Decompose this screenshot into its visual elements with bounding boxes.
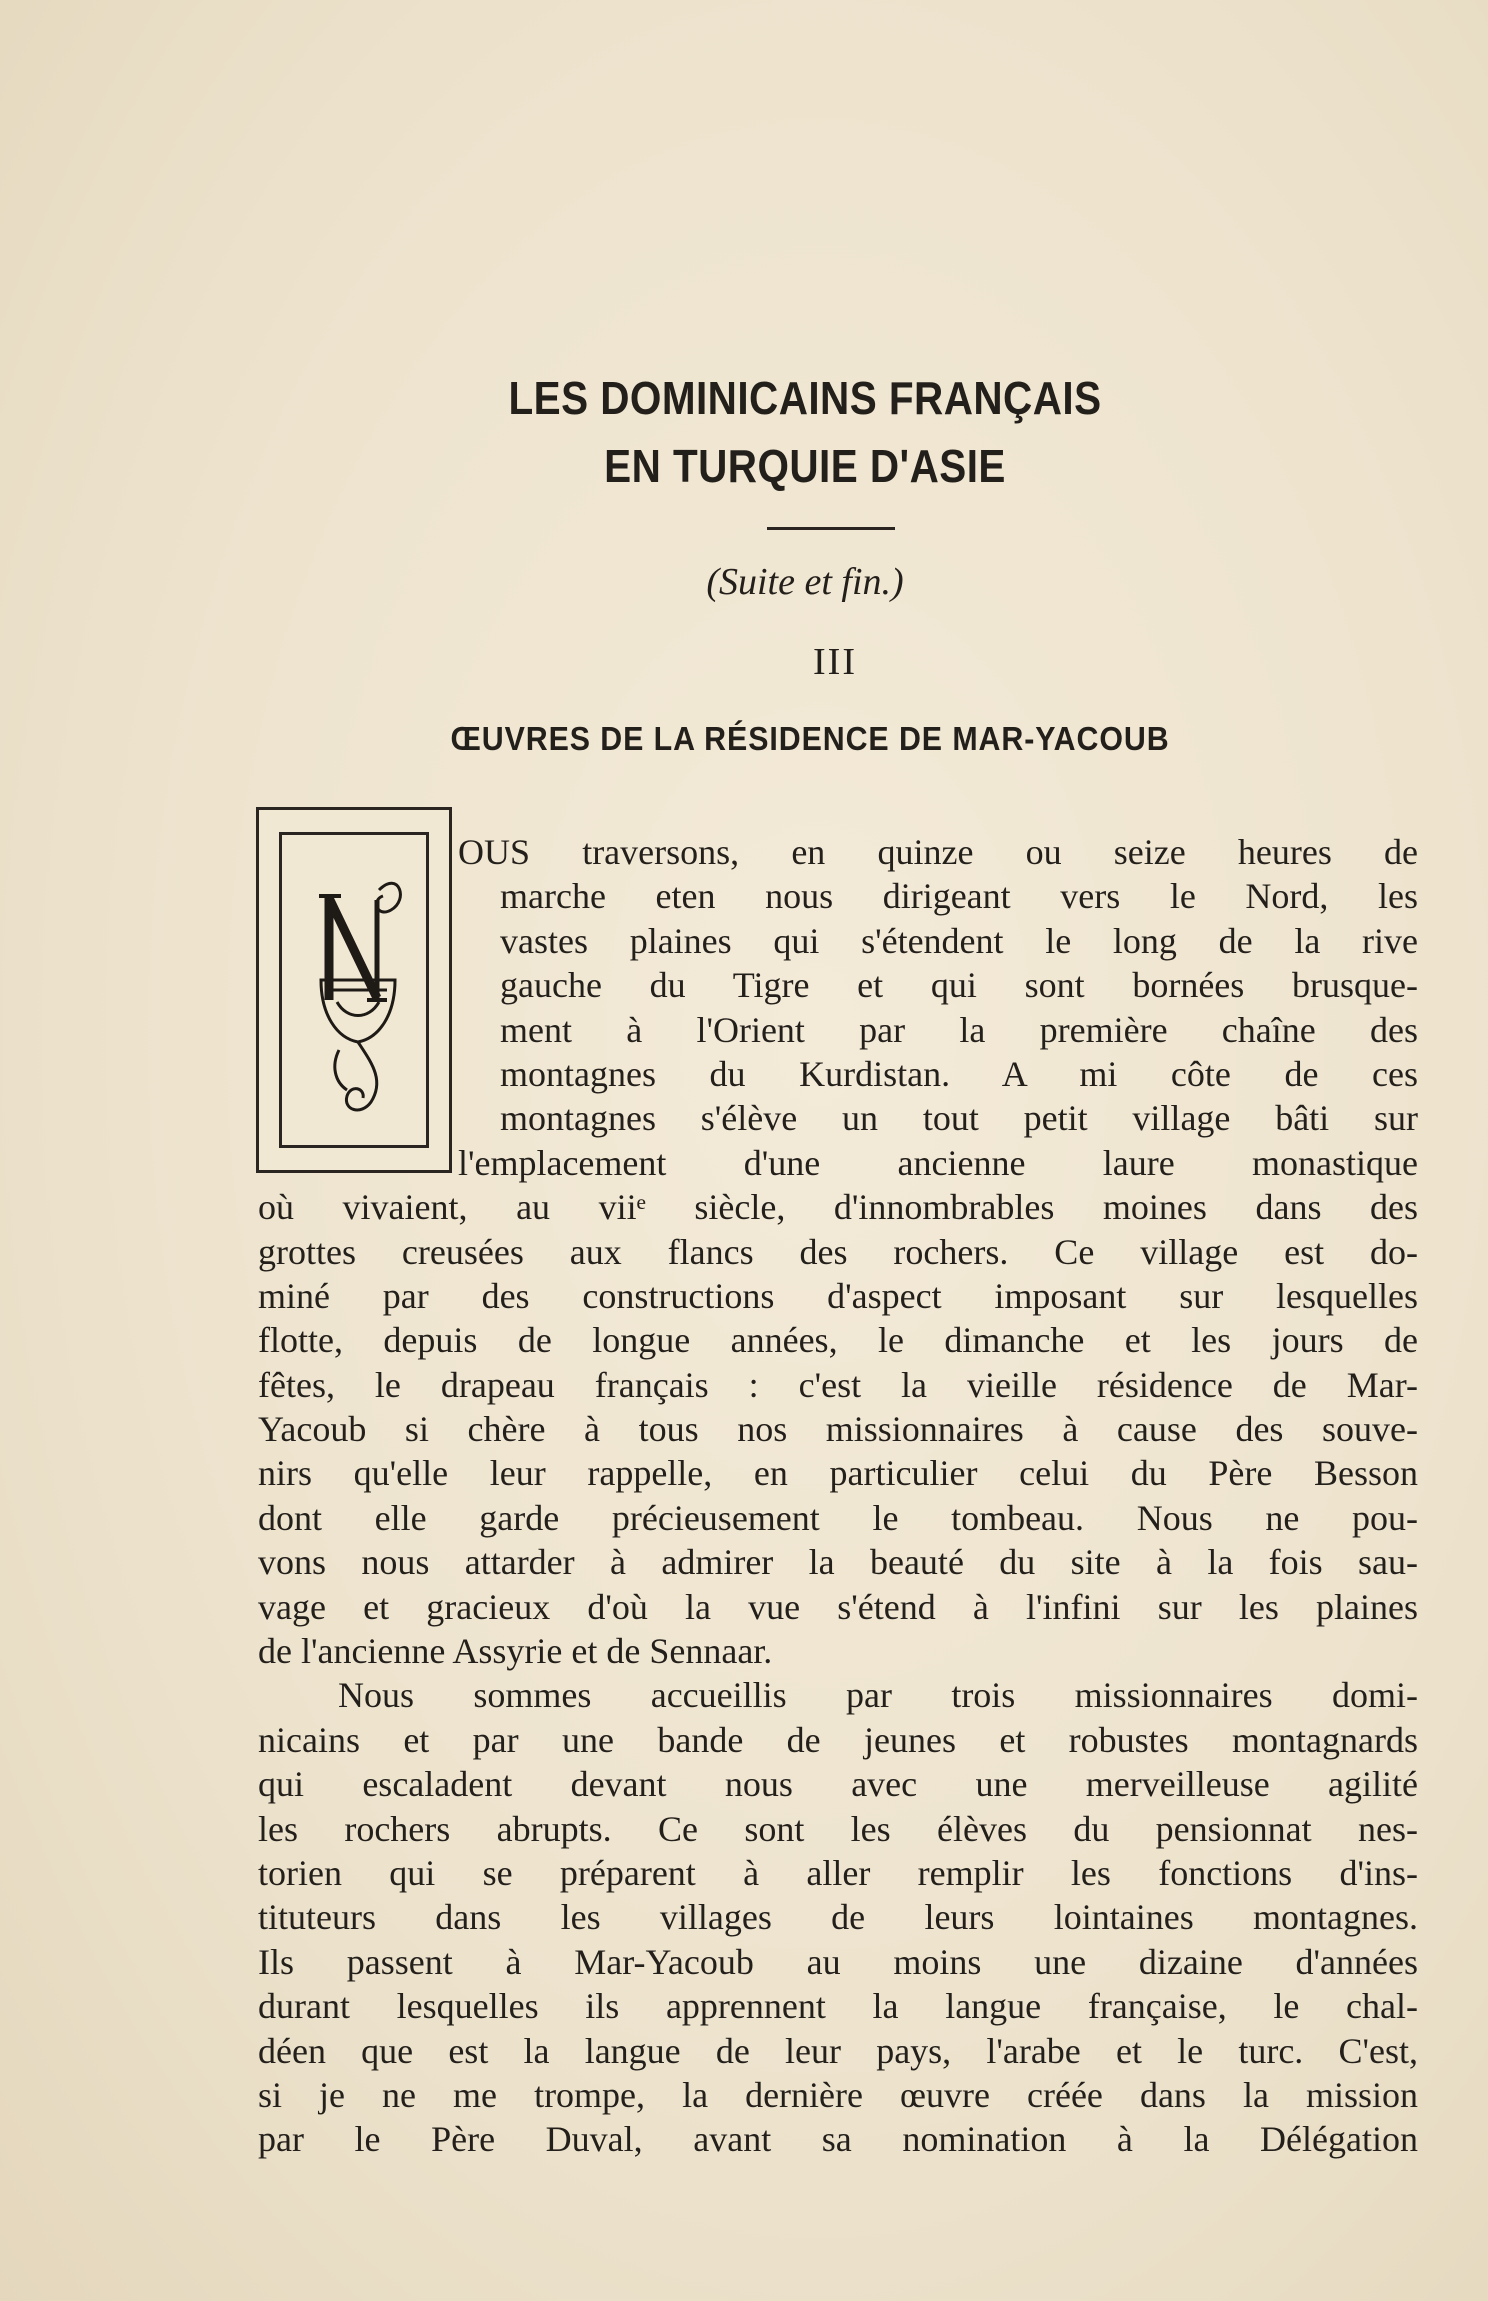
body-line: torien qui se préparent à aller remplir les fonctions d'ins- [258,1852,1418,1893]
body-line: Ils passent à Mar-Yacoub au moins une dizaine d'années [258,1941,1418,1982]
body-line: les rochers abrupts. Ce sont les élèves du pensionnat nes- [258,1808,1418,1849]
body-line: grottes creusées aux flancs des rochers. Ce village est do- [258,1231,1418,1272]
body-line: vage et gracieux d'où la vue s'étend à l'infini sur les plaines [258,1586,1418,1627]
body-line: nirs qu'elle leur rappelle, en particulier celui du Père Besson [258,1453,1418,1494]
body-line: flotte, depuis de longue années, le dimanche et les jours de [258,1320,1418,1361]
body-line: qui escaladent devant nous avec une merveilleuse agilité [258,1764,1418,1805]
body-line: miné par des constructions d'aspect imposant sur lesquelles [258,1275,1418,1316]
body-line: dont elle garde précieusement le tombeau. Nous ne pou- [258,1497,1418,1538]
body-line: si je ne me trompe, la dernière œuvre créée dans la mission [258,2074,1418,2115]
body-line: Nous sommes accueillis par trois missionnaires domi- [338,1675,1418,1716]
body-line: l'emplacement d'une ancienne laure monastique [458,1142,1418,1183]
body-line: de l'ancienne Assyrie et de Sennaar. [258,1631,773,1672]
body-line: où vivaient, au viiᵉ siècle, d'innombrables moines dans des [258,1187,1418,1228]
body-line: Yacoub si chère à tous nos missionnaires à cause des souve- [258,1409,1418,1450]
article-body [258,830,1418,2162]
body-line: montagnes du Kurdistan. A mi côte de ces [500,1053,1418,1094]
body-line: gauche du Tigre et qui sont bornées brusque- [500,965,1418,1006]
article-title [431,364,1179,500]
title-line-2: EN TURQUIE D'ASIE [604,440,1006,492]
body-line: par le Père Duval, avant sa nomination à la Délégation [258,2119,1418,2160]
body-line: nicains et par une bande de jeunes et robustes montagnards [258,1719,1418,1760]
body-line: déen que est la langue de leur pays, l'arabe et le turc. C'est, [258,2030,1418,2071]
section-number: III [813,641,857,683]
body-line: OUS traversons, en quinze ou seize heures de [458,832,1418,872]
body-line: tituteurs dans les villages de leurs lointaines montagnes. [258,1897,1418,1938]
body-line: marche eten nous dirigeant vers le Nord, les [500,876,1418,917]
body-line: vons nous attarder à admirer la beauté du site à la fois sau- [258,1542,1418,1583]
title-rule [767,527,895,530]
body-line: montagnes s'élève un tout petit village bâti sur [500,1098,1418,1139]
body-line: vastes plaines qui s'étendent le long de la rive [500,920,1418,961]
body-line: fêtes, le drapeau français : c'est la vieille résidence de Mar- [258,1364,1418,1405]
subtitle-text: (Suite et fin.) [706,561,904,603]
body-line: ment à l'Orient par la première chaîne des [500,1009,1418,1050]
section-title: ŒUVRES DE LA RÉSIDENCE DE MAR-YACOUB [450,720,1170,757]
body-line: durant lesquelles ils apprennent la langue française, le chal- [258,1986,1418,2027]
title-line-1: LES DOMINICAINS FRANÇAIS [508,372,1102,424]
article-subtitle [480,558,1130,606]
